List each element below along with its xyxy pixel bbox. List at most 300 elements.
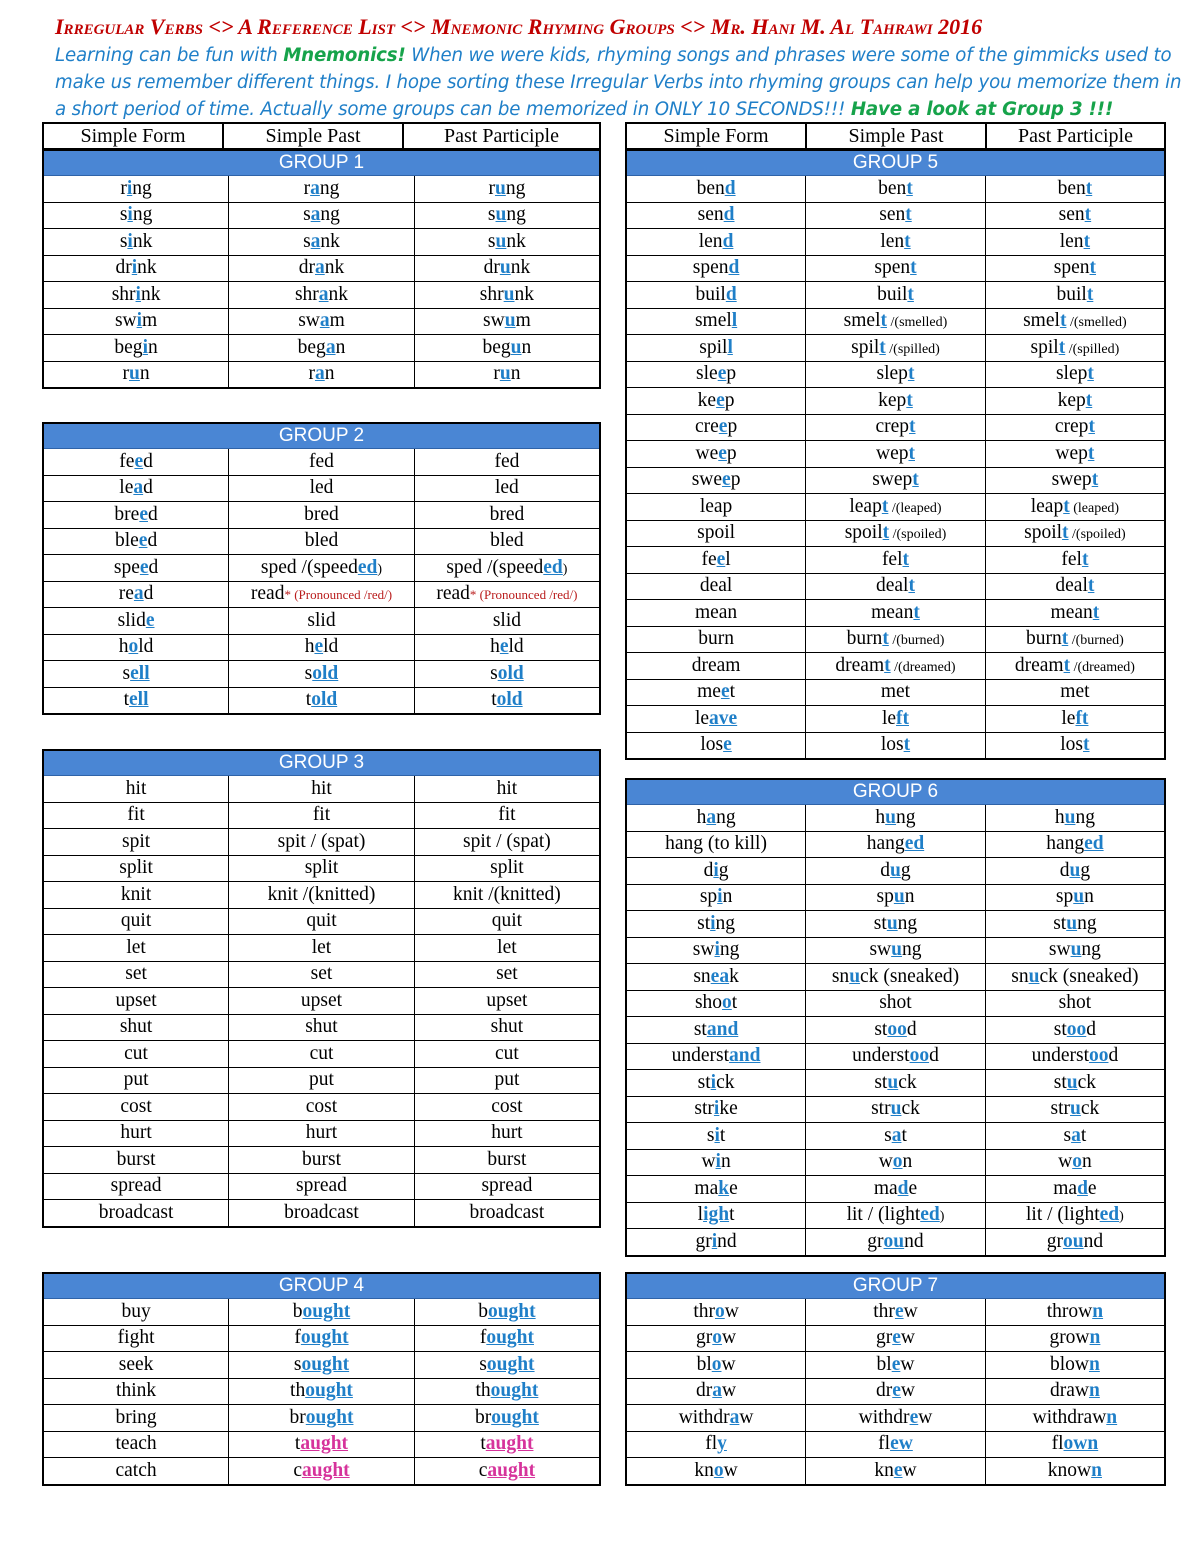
verb-simple-past: threw (806, 1299, 986, 1326)
verb-simple-form: sting (626, 911, 806, 938)
verb-simple-past: ground (806, 1229, 986, 1256)
table-row (626, 308, 1165, 335)
verb-simple-past: sped /(speeded) (229, 555, 415, 582)
verb-past-participle: sunk (414, 229, 600, 256)
verb-past-participle: cut (414, 1041, 600, 1068)
verb-simple-past: flew (806, 1431, 986, 1458)
verb-past-participle: shut (414, 1014, 600, 1041)
table-row (43, 882, 600, 909)
verb-simple-form: hang (626, 805, 806, 832)
group-5-table (625, 149, 1166, 760)
table-row (626, 335, 1165, 362)
verb-simple-past: split (229, 855, 415, 882)
table-row (626, 1043, 1165, 1070)
verb-simple-past: made (806, 1176, 986, 1203)
verb-simple-past: hit (229, 776, 415, 803)
table-row (43, 308, 600, 335)
table-row (626, 706, 1165, 733)
verb-simple-past: struck (806, 1096, 986, 1123)
verb-simple-past: knit /(knitted) (229, 882, 415, 909)
intro-text-b: When we were kids, rhyming songs and phrases were some of the gimmicks used to make us remember different things. I hope sorting these Irregular Verbs into rhyming groups can help you memorize them in a short period of time. Actually some groups can be memorized in ONLY 10 SECONDS!!! (55, 45, 1182, 120)
verb-simple-form: spit (43, 829, 229, 856)
col-simple-past: Simple Past (806, 123, 986, 149)
verb-simple-past: dug (806, 858, 986, 885)
verb-past-participle: upset (414, 988, 600, 1015)
verb-simple-past: meant (806, 600, 986, 627)
verb-simple-past: brought (229, 1405, 415, 1432)
verb-simple-form: feed (43, 449, 229, 476)
verb-simple-form: light (626, 1202, 806, 1229)
verb-past-participle: sold (414, 661, 600, 688)
verb-simple-past: broadcast (229, 1200, 415, 1227)
verb-simple-past: lost (806, 732, 986, 759)
verb-simple-form: withdraw (626, 1405, 806, 1432)
table-row (43, 661, 600, 688)
verb-simple-form: leap (626, 494, 806, 521)
table-row (43, 1014, 600, 1041)
verb-simple-past: taught (229, 1431, 415, 1458)
verb-simple-past: drank (229, 255, 415, 282)
verb-simple-form: cut (43, 1041, 229, 1068)
table-row (626, 805, 1165, 832)
group-3-table (42, 749, 601, 1228)
table-row (43, 1173, 600, 1200)
table-row (43, 908, 600, 935)
table-row (626, 255, 1165, 282)
verb-simple-past: hung (806, 805, 986, 832)
table-row (626, 1299, 1165, 1326)
verb-simple-past: met (806, 679, 986, 706)
table-row (626, 441, 1165, 468)
verb-simple-past: bent (806, 176, 986, 203)
table-row (43, 829, 600, 856)
verb-simple-form: sink (43, 229, 229, 256)
verb-simple-past: shut (229, 1014, 415, 1041)
verb-past-participle: slept (985, 361, 1165, 388)
table-row (626, 990, 1165, 1017)
verb-past-participle: spit / (spat) (414, 829, 600, 856)
verb-simple-past: fit (229, 802, 415, 829)
right-column-header (625, 122, 1166, 150)
verb-simple-form: fly (626, 1431, 806, 1458)
verb-past-participle: let (414, 935, 600, 962)
table-row (626, 1325, 1165, 1352)
verb-simple-past: sold (229, 661, 415, 688)
verb-past-participle: bled (414, 528, 600, 555)
table-row (626, 1017, 1165, 1044)
verb-simple-form: blow (626, 1352, 806, 1379)
table-row (626, 626, 1165, 653)
verb-simple-past: fed (229, 449, 415, 476)
verb-past-participle: withdrawn (985, 1405, 1165, 1432)
table-row (626, 467, 1165, 494)
verb-past-participle: sent (985, 202, 1165, 229)
verb-simple-past: caught (229, 1458, 415, 1485)
table-row (626, 1096, 1165, 1123)
verb-simple-form: send (626, 202, 806, 229)
verb-past-participle: spent (985, 255, 1165, 282)
table-row (626, 1149, 1165, 1176)
verb-past-participle: split (414, 855, 600, 882)
table-row (626, 176, 1165, 203)
verb-simple-form: burn (626, 626, 806, 653)
verb-past-participle: drawn (985, 1378, 1165, 1405)
table-row (626, 1202, 1165, 1229)
verb-simple-form: draw (626, 1378, 806, 1405)
verb-simple-past: put (229, 1067, 415, 1094)
table-row (626, 388, 1165, 415)
verb-simple-past: built (806, 282, 986, 309)
verb-simple-form: hold (43, 634, 229, 661)
verb-simple-form: sneak (626, 964, 806, 991)
col-past-participle: Past Participle (403, 123, 600, 149)
verb-simple-form: bleed (43, 528, 229, 555)
verb-past-participle: bent (985, 176, 1165, 203)
col-simple-past: Simple Past (223, 123, 403, 149)
table-row (43, 555, 600, 582)
verb-simple-past: set (229, 961, 415, 988)
table-row (626, 911, 1165, 938)
verb-simple-past: swung (806, 937, 986, 964)
verb-simple-form: fight (43, 1325, 229, 1352)
verb-past-participle: drunk (414, 255, 600, 282)
verb-simple-form: fit (43, 802, 229, 829)
verb-simple-past: bought (229, 1299, 415, 1326)
table-row (626, 1431, 1165, 1458)
verb-simple-form: split (43, 855, 229, 882)
verb-simple-form: lose (626, 732, 806, 759)
table-row (626, 858, 1165, 885)
verb-simple-form: hurt (43, 1120, 229, 1147)
verb-simple-form: dig (626, 858, 806, 885)
table-row (626, 1458, 1165, 1485)
verb-simple-past: knew (806, 1458, 986, 1485)
table-row (626, 831, 1165, 858)
verb-simple-form: swim (43, 308, 229, 335)
verb-past-participle: hung (985, 805, 1165, 832)
verb-simple-form: sleep (626, 361, 806, 388)
group-7-heading: GROUP 7 (626, 1273, 1165, 1299)
verb-simple-form: shoot (626, 990, 806, 1017)
table-row (43, 1041, 600, 1068)
table-row (43, 282, 600, 309)
verb-past-participle: hanged (985, 831, 1165, 858)
verb-simple-form: grind (626, 1229, 806, 1256)
table-row (626, 964, 1165, 991)
group-6-table (625, 778, 1166, 1257)
page-title: Irregular Verbs <> A Reference List <> Mnemonic Rhyming Groups <> Mr. Hani M. Al Tahrawi 2016 (55, 14, 983, 39)
verb-past-participle: quit (414, 908, 600, 935)
verb-simple-form: spill (626, 335, 806, 362)
verb-simple-past: hurt (229, 1120, 415, 1147)
col-simple-form: Simple Form (43, 123, 223, 149)
verb-past-participle: begun (414, 335, 600, 362)
verb-simple-form: leave (626, 706, 806, 733)
table-row (43, 776, 600, 803)
verb-simple-past: felt (806, 547, 986, 574)
verb-simple-past: shot (806, 990, 986, 1017)
verb-past-participle: fed (414, 449, 600, 476)
table-row (43, 449, 600, 476)
verb-simple-past: cost (229, 1094, 415, 1121)
verb-simple-form: tell (43, 687, 229, 714)
verb-past-participle: stung (985, 911, 1165, 938)
verb-past-participle: thrown (985, 1299, 1165, 1326)
col-past-participle: Past Participle (986, 123, 1165, 149)
verb-simple-past: burst (229, 1147, 415, 1174)
table-row (43, 475, 600, 502)
verb-simple-form: spread (43, 1173, 229, 1200)
verb-past-participle: held (414, 634, 600, 661)
verb-simple-form: throw (626, 1299, 806, 1326)
table-row (626, 679, 1165, 706)
verb-simple-form: spin (626, 884, 806, 911)
verb-simple-form: stand (626, 1017, 806, 1044)
intro-mnemonics: Mnemonics! (283, 45, 406, 66)
verb-simple-form: broadcast (43, 1200, 229, 1227)
verb-past-participle: swept (985, 467, 1165, 494)
verb-simple-past: sang (229, 202, 415, 229)
table-row (43, 1458, 600, 1485)
verb-simple-form: deal (626, 573, 806, 600)
verb-past-participle: sat (985, 1123, 1165, 1150)
verb-simple-form: hang (to kill) (626, 831, 806, 858)
verb-past-participle: cost (414, 1094, 600, 1121)
verb-simple-past: spread (229, 1173, 415, 1200)
table-row (626, 884, 1165, 911)
verb-past-participle: set (414, 961, 600, 988)
table-row (626, 653, 1165, 680)
table-row (626, 1070, 1165, 1097)
verb-simple-past: began (229, 335, 415, 362)
verb-simple-past: cut (229, 1041, 415, 1068)
table-row (43, 608, 600, 635)
verb-simple-past: crept (806, 414, 986, 441)
verb-simple-form: creep (626, 414, 806, 441)
verb-simple-past: withdrew (806, 1405, 986, 1432)
table-row (43, 176, 600, 203)
table-row (626, 573, 1165, 600)
verb-simple-past: led (229, 475, 415, 502)
table-row (626, 1405, 1165, 1432)
table-row (43, 961, 600, 988)
table-row (43, 502, 600, 529)
verb-past-participle: sought (414, 1352, 600, 1379)
verb-past-participle: built (985, 282, 1165, 309)
verb-simple-form: lead (43, 475, 229, 502)
verb-simple-past: leapt /(leaped) (806, 494, 986, 521)
verb-simple-past: burnt /(burned) (806, 626, 986, 653)
group-4-table (42, 1272, 601, 1486)
verb-past-participle: knit /(knitted) (414, 882, 600, 909)
verb-past-participle: swung (985, 937, 1165, 964)
table-row (626, 1378, 1165, 1405)
verb-simple-past: lit / (lighted) (806, 1202, 986, 1229)
verb-past-participle: run (414, 361, 600, 388)
verb-simple-past: swept (806, 467, 986, 494)
intro-group3-callout: Have a look at Group 3 !!! (850, 99, 1114, 120)
verb-simple-form: dream (626, 653, 806, 680)
verb-simple-past: told (229, 687, 415, 714)
verb-past-participle: read* (Pronounced /red/) (414, 581, 600, 608)
table-row (43, 1378, 600, 1405)
verb-simple-past: fought (229, 1325, 415, 1352)
verb-simple-form: breed (43, 502, 229, 529)
verb-past-participle: snuck (sneaked) (985, 964, 1165, 991)
table-row (43, 1405, 600, 1432)
verb-simple-past: sat (806, 1123, 986, 1150)
verb-past-participle: left (985, 706, 1165, 733)
verb-past-participle: struck (985, 1096, 1165, 1123)
verb-simple-form: swing (626, 937, 806, 964)
verb-past-participle: spilt /(spilled) (985, 335, 1165, 362)
verb-simple-past: thought (229, 1378, 415, 1405)
table-row (626, 600, 1165, 627)
verb-simple-form: seek (43, 1352, 229, 1379)
verb-past-participle: lent (985, 229, 1165, 256)
verb-simple-form: sing (43, 202, 229, 229)
table-row (43, 802, 600, 829)
verb-simple-form: spoil (626, 520, 806, 547)
group-2-heading: GROUP 2 (43, 423, 600, 449)
verb-simple-past: spoilt /(spoiled) (806, 520, 986, 547)
verb-simple-form: spend (626, 255, 806, 282)
table-row (43, 988, 600, 1015)
group-6-heading: GROUP 6 (626, 779, 1165, 805)
table-row (43, 335, 600, 362)
group-2-table (42, 422, 601, 715)
verb-simple-past: let (229, 935, 415, 962)
verb-simple-past: smelt /(smelled) (806, 308, 986, 335)
verb-simple-form: grow (626, 1325, 806, 1352)
verb-simple-form: build (626, 282, 806, 309)
verb-past-participle: taught (414, 1431, 600, 1458)
verb-simple-form: shut (43, 1014, 229, 1041)
verb-simple-past: snuck (sneaked) (806, 964, 986, 991)
verb-past-participle: leapt (leaped) (985, 494, 1165, 521)
table-row (43, 1431, 600, 1458)
table-row (43, 1200, 600, 1227)
table-row (626, 547, 1165, 574)
left-column-header (42, 122, 601, 150)
verb-simple-past: understood (806, 1043, 986, 1070)
verb-simple-past: upset (229, 988, 415, 1015)
verb-past-participle: fit (414, 802, 600, 829)
verb-past-participle: made (985, 1176, 1165, 1203)
verb-simple-form: think (43, 1378, 229, 1405)
verb-past-participle: bought (414, 1299, 600, 1326)
verb-simple-form: strike (626, 1096, 806, 1123)
verb-past-participle: spoilt /(spoiled) (985, 520, 1165, 547)
verb-past-participle: smelt /(smelled) (985, 308, 1165, 335)
verb-simple-form: knit (43, 882, 229, 909)
verb-simple-past: lent (806, 229, 986, 256)
verb-simple-past: kept (806, 388, 986, 415)
verb-simple-past: read* (Pronounced /red/) (229, 581, 415, 608)
verb-past-participle: sung (414, 202, 600, 229)
table-row (43, 202, 600, 229)
verb-past-participle: brought (414, 1405, 600, 1432)
table-row (43, 581, 600, 608)
verb-past-participle: fought (414, 1325, 600, 1352)
verb-simple-form: put (43, 1067, 229, 1094)
verb-past-participle: dug (985, 858, 1165, 885)
verb-simple-form: cost (43, 1094, 229, 1121)
table-row (626, 520, 1165, 547)
table-row (626, 1176, 1165, 1203)
verb-simple-form: slide (43, 608, 229, 635)
verb-past-participle: dreamt /(dreamed) (985, 653, 1165, 680)
verb-simple-past: quit (229, 908, 415, 935)
verb-past-participle: won (985, 1149, 1165, 1176)
verb-simple-past: hanged (806, 831, 986, 858)
verb-past-participle: bred (414, 502, 600, 529)
verb-simple-past: slid (229, 608, 415, 635)
verb-simple-past: grew (806, 1325, 986, 1352)
intro-text-a: Learning can be fun with (55, 45, 284, 66)
verb-simple-form: win (626, 1149, 806, 1176)
col-simple-form: Simple Form (626, 123, 806, 149)
verb-simple-form: run (43, 361, 229, 388)
verb-simple-form: teach (43, 1431, 229, 1458)
verb-simple-form: bend (626, 176, 806, 203)
table-row (43, 1147, 600, 1174)
verb-simple-form: catch (43, 1458, 229, 1485)
verb-past-participle: burnt /(burned) (985, 626, 1165, 653)
verb-simple-past: stuck (806, 1070, 986, 1097)
verb-simple-form: burst (43, 1147, 229, 1174)
verb-simple-past: spun (806, 884, 986, 911)
verb-past-participle: rung (414, 176, 600, 203)
verb-simple-past: stung (806, 911, 986, 938)
table-row (43, 687, 600, 714)
verb-simple-form: hit (43, 776, 229, 803)
verb-past-participle: led (414, 475, 600, 502)
verb-simple-past: shrank (229, 282, 415, 309)
verb-past-participle: flown (985, 1431, 1165, 1458)
table-row (43, 1067, 600, 1094)
table-row (626, 1352, 1165, 1379)
table-row (43, 528, 600, 555)
verb-simple-form: know (626, 1458, 806, 1485)
table-row (43, 1352, 600, 1379)
verb-simple-past: bled (229, 528, 415, 555)
verb-past-participle: stuck (985, 1070, 1165, 1097)
table-row (43, 1325, 600, 1352)
verb-simple-past: held (229, 634, 415, 661)
table-row (626, 1123, 1165, 1150)
verb-past-participle: understood (985, 1043, 1165, 1070)
verb-past-participle: ground (985, 1229, 1165, 1256)
table-row (43, 229, 600, 256)
verb-past-participle: meant (985, 600, 1165, 627)
verb-past-participle: burst (414, 1147, 600, 1174)
group-4-heading: GROUP 4 (43, 1273, 600, 1299)
verb-simple-form: lend (626, 229, 806, 256)
verb-past-participle: felt (985, 547, 1165, 574)
verb-simple-past: dreamt /(dreamed) (806, 653, 986, 680)
table-row (626, 1229, 1165, 1256)
verb-past-participle: crept (985, 414, 1165, 441)
verb-past-participle: spread (414, 1173, 600, 1200)
verb-simple-past: bred (229, 502, 415, 529)
table-row (626, 414, 1165, 441)
verb-simple-past: wept (806, 441, 986, 468)
intro-paragraph (55, 42, 1185, 123)
verb-simple-form: let (43, 935, 229, 962)
verb-past-participle: stood (985, 1017, 1165, 1044)
verb-simple-past: sank (229, 229, 415, 256)
